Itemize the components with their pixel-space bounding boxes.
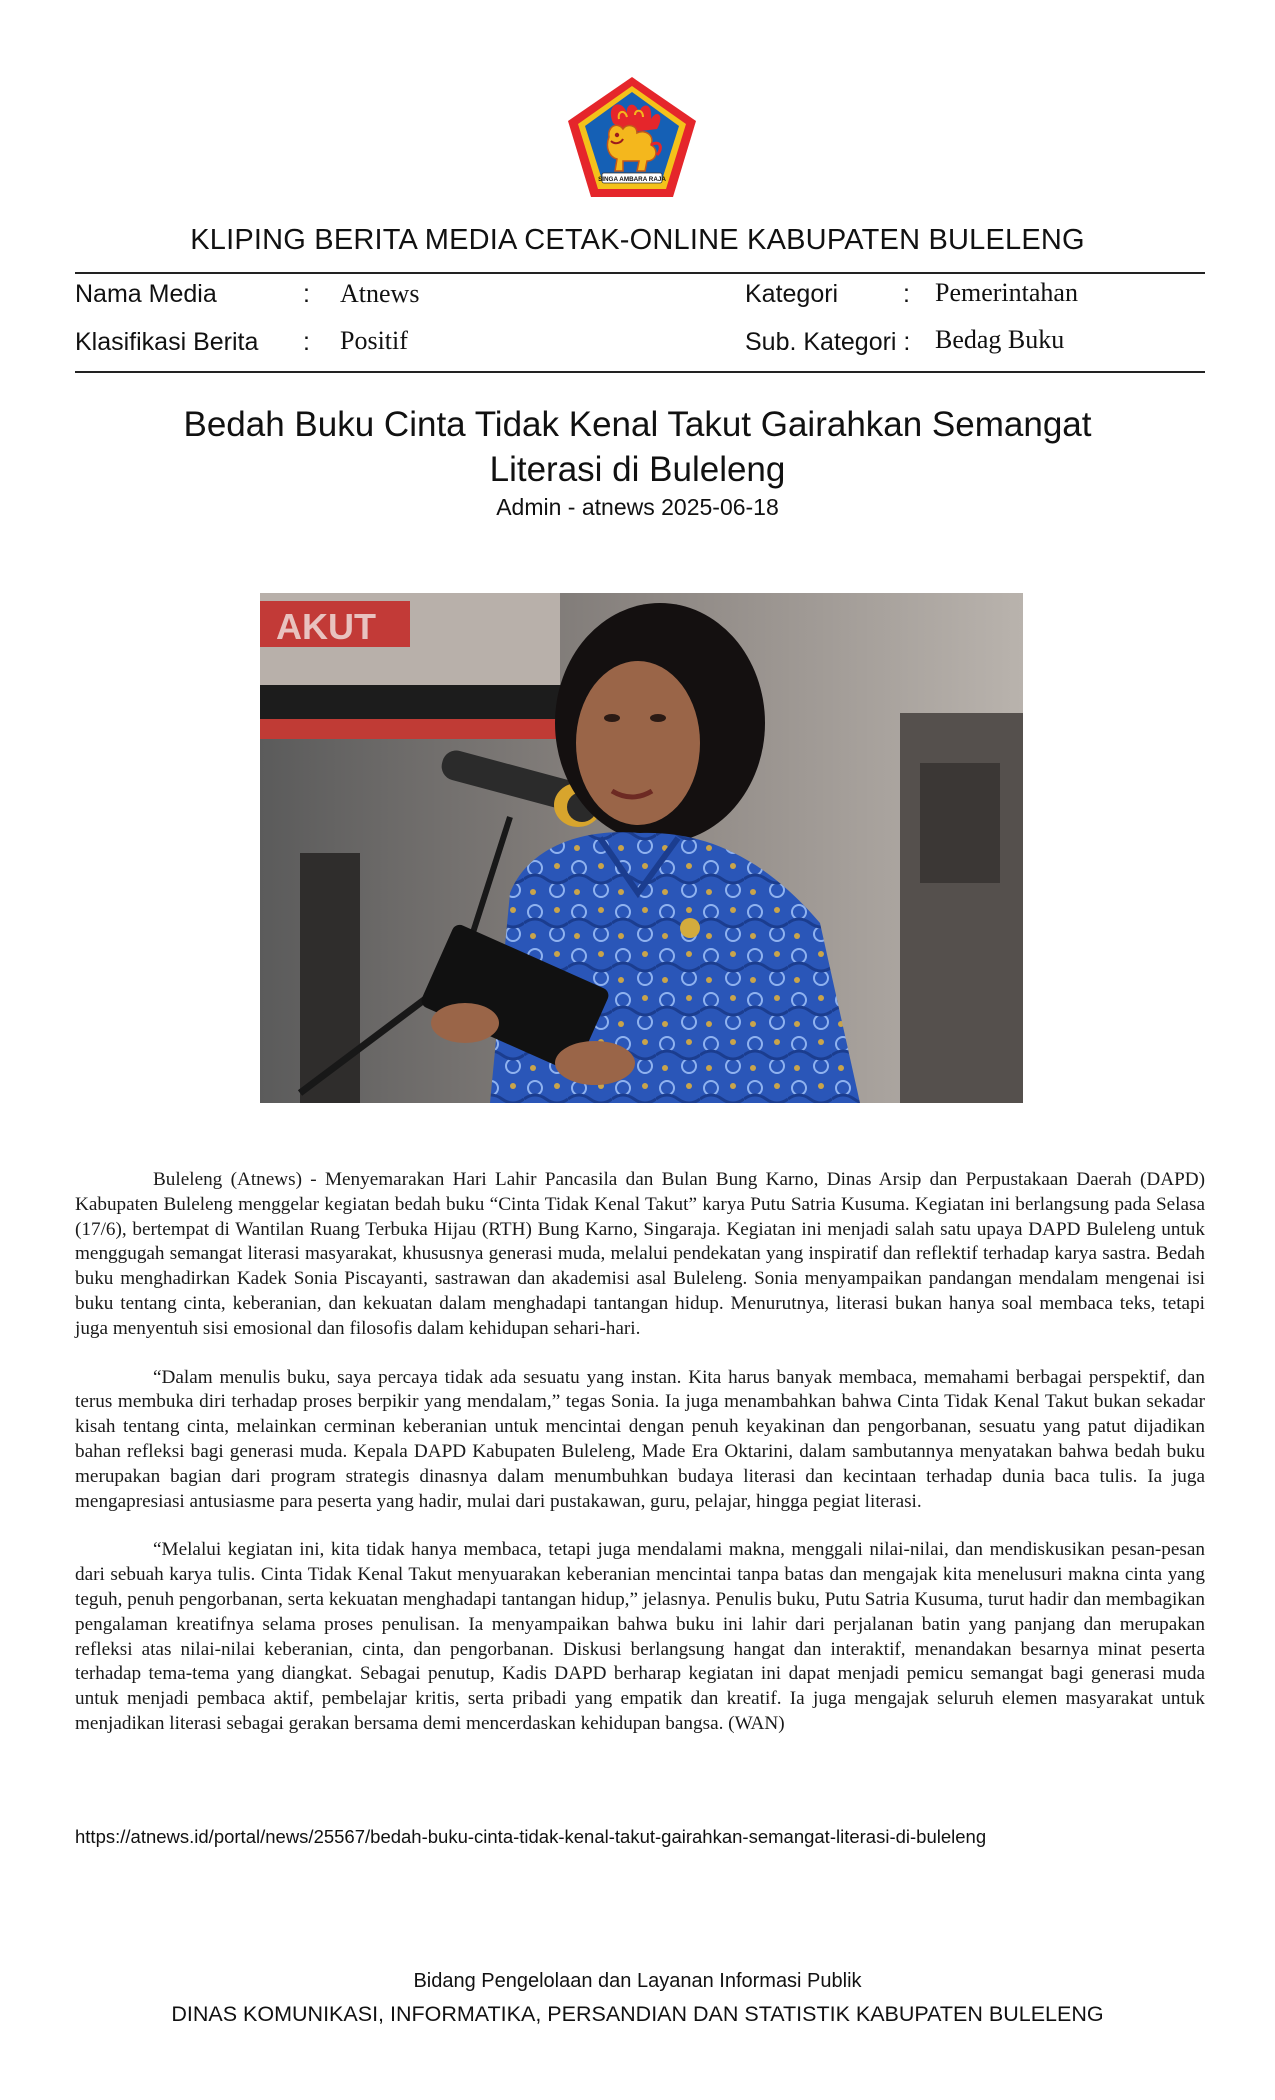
- sub-kategori-label: Sub. Kategori :: [745, 328, 911, 356]
- kategori-separator: :: [903, 280, 910, 308]
- klasifikasi-label: Klasifikasi Berita: [75, 328, 259, 356]
- footer-agency: DINAS KOMUNIKASI, INFORMATIKA, PERSANDIAN DAN STATISTIK KABUPATEN BULELENG: [171, 2002, 1104, 2026]
- nama-media-separator: :: [303, 280, 310, 308]
- article-headline: [150, 402, 1125, 492]
- bottom-divider: [75, 371, 1205, 373]
- article-body: [75, 1168, 1205, 1761]
- klasifikasi-separator: :: [303, 328, 310, 356]
- top-divider: [75, 272, 1205, 274]
- headline-line-2: Literasi di Buleleng: [489, 450, 786, 489]
- sub-kategori-value: Bedag Buku: [935, 325, 1065, 354]
- speaker-photo-image: [260, 593, 1023, 1103]
- kategori-label: Kategori: [745, 280, 839, 308]
- source-link[interactable]: https://atnews.id/portal/news/25567/bedah-buku-cinta-tidak-kenal-takut-gairahkan-semangat-literasi-di-buleleng: [75, 1826, 987, 1847]
- article-photo: [260, 593, 1023, 1103]
- headline-line-1: Bedah Buku Cinta Tidak Kenal Takut Gairahkan Semangat: [183, 405, 1092, 444]
- article-paragraph-1: Buleleng (Atnews) - Menyemarakan Hari Lahir Pancasila dan Bulan Bung Karno, Dinas Arsip dan Perpustakaan Daerah (DAPD) Kabupaten Buleleng menggelar kegiatan bedah buku “Cinta Tidak Kenal Takut” karya Putu Satria Kusuma. Kegiatan ini berlangsung pada Selasa (17/6), bertempat di Wantilan Ruang Terbuka Hijau (RTH) Bung Karno, Singaraja. Kegiatan ini menjadi salah satu upaya DAPD Buleleng untuk menggugah semangat literasi masyarakat, khususnya generasi muda, melalui pendekatan yang inspiratif dan reflektif terhadap karya sastra. Bedah buku menghadirkan Kadek Sonia Piscayanti, sastrawan dan akademisi asal Buleleng. Sonia menyampaikan pandangan mendalam mengenai isi buku tentang cinta, keberanian, dan kekuatan dalam menghadapi tantangan hidup. Menurutnya, literasi bukan hanya soal membaca teks, tetapi juga menyentuh sisi emosional dan filosofis dalam kehidupan sehari-hari.: [75, 1169, 1205, 1339]
- article-paragraph-2: “Dalam menulis buku, saya percaya tidak ada sesuatu yang instan. Kita harus banyak membaca, memahami berbagai perspektif, dan terus membuka diri terhadap proses berpikir yang mendalam,” tegas Sonia. Ia juga menambahkan bahwa Cinta Tidak Kenal Takut bukan sekadar kisah tentang cinta, melainkan cerminan keberanian untuk mencintai dengan penuh keyakinan dan pengorbanan, sesuatu yang patut dijadikan bahan refleksi bagi generasi muda. Kepala DAPD Kabupaten Buleleng, Made Era Oktarini, dalam sambutannya menyatakan bahwa bedah buku merupakan bagian dari program strategis dinasnya dalam menumbuhkan budaya literasi dan kecintaan terhadap dunia baca tulis. Ia juga mengapresiasi antusiasme para peserta yang hadir, mulai dari pustakawan, guru, pelajar, hingga pegiat literasi.: [75, 1366, 1205, 1512]
- document-title: KLIPING BERITA MEDIA CETAK-ONLINE KABUPATEN BULELENG: [190, 224, 1085, 256]
- article-paragraph-3: “Melalui kegiatan ini, kita tidak hanya membaca, tetapi juga mendalami makna, menggali nilai-nilai, dan mendiskusikan pesan-pesan dari sebuah karya tulis. Cinta Tidak Kenal Takut menyuarakan keberanian mencintai tanpa batas dan mengajak kita menelusuri makna cinta yang teguh, penuh pengorbanan, serta kekuatan menghadapi tantangan hidup,” jelasnya. Penulis buku, Putu Satria Kusuma, turut hadir dan membagikan pengalaman kreatifnya selama proses penulisan. Ia menyampaikan bahwa buku ini lahir dari perjalanan batin yang panjang dan merupakan refleksi atas nilai-nilai keberanian, cinta, dan pengorbanan. Diskusi berlangsung hangat dan interaktif, menandakan besarnya minat peserta terhadap tema-tema yang diangkat. Sebagai penutup, Kadis DAPD berharap kegiatan ini dapat menjadi pemicu semangat bagi generasi muda untuk menjadi pembaca aktif, pembelajar kritis, serta pribadi yang empatik dan kreatif. Ia juga mengajak seluruh elemen masyarakat untuk menjadikan literasi sebagai gerakan bersama demi mencerdaskan kehidupan bangsa. (WAN): [75, 1539, 1205, 1734]
- article-byline: Admin - atnews 2025-06-18: [496, 494, 779, 520]
- logo-ribbon-text: SINGA AMBARA RAJA: [598, 176, 666, 183]
- footer-department: Bidang Pengelolaan dan Layanan Informasi Publik: [413, 1970, 862, 1992]
- nama-media-value: Atnews: [340, 279, 420, 308]
- regency-logo: [565, 75, 699, 201]
- singa-ambara-raja-emblem-icon: [565, 75, 699, 201]
- kategori-value: Pemerintahan: [935, 278, 1078, 307]
- photo-backdrop-text: AKUT: [276, 606, 376, 647]
- nama-media-label: Nama Media: [75, 280, 217, 308]
- klasifikasi-value: Positif: [340, 326, 408, 355]
